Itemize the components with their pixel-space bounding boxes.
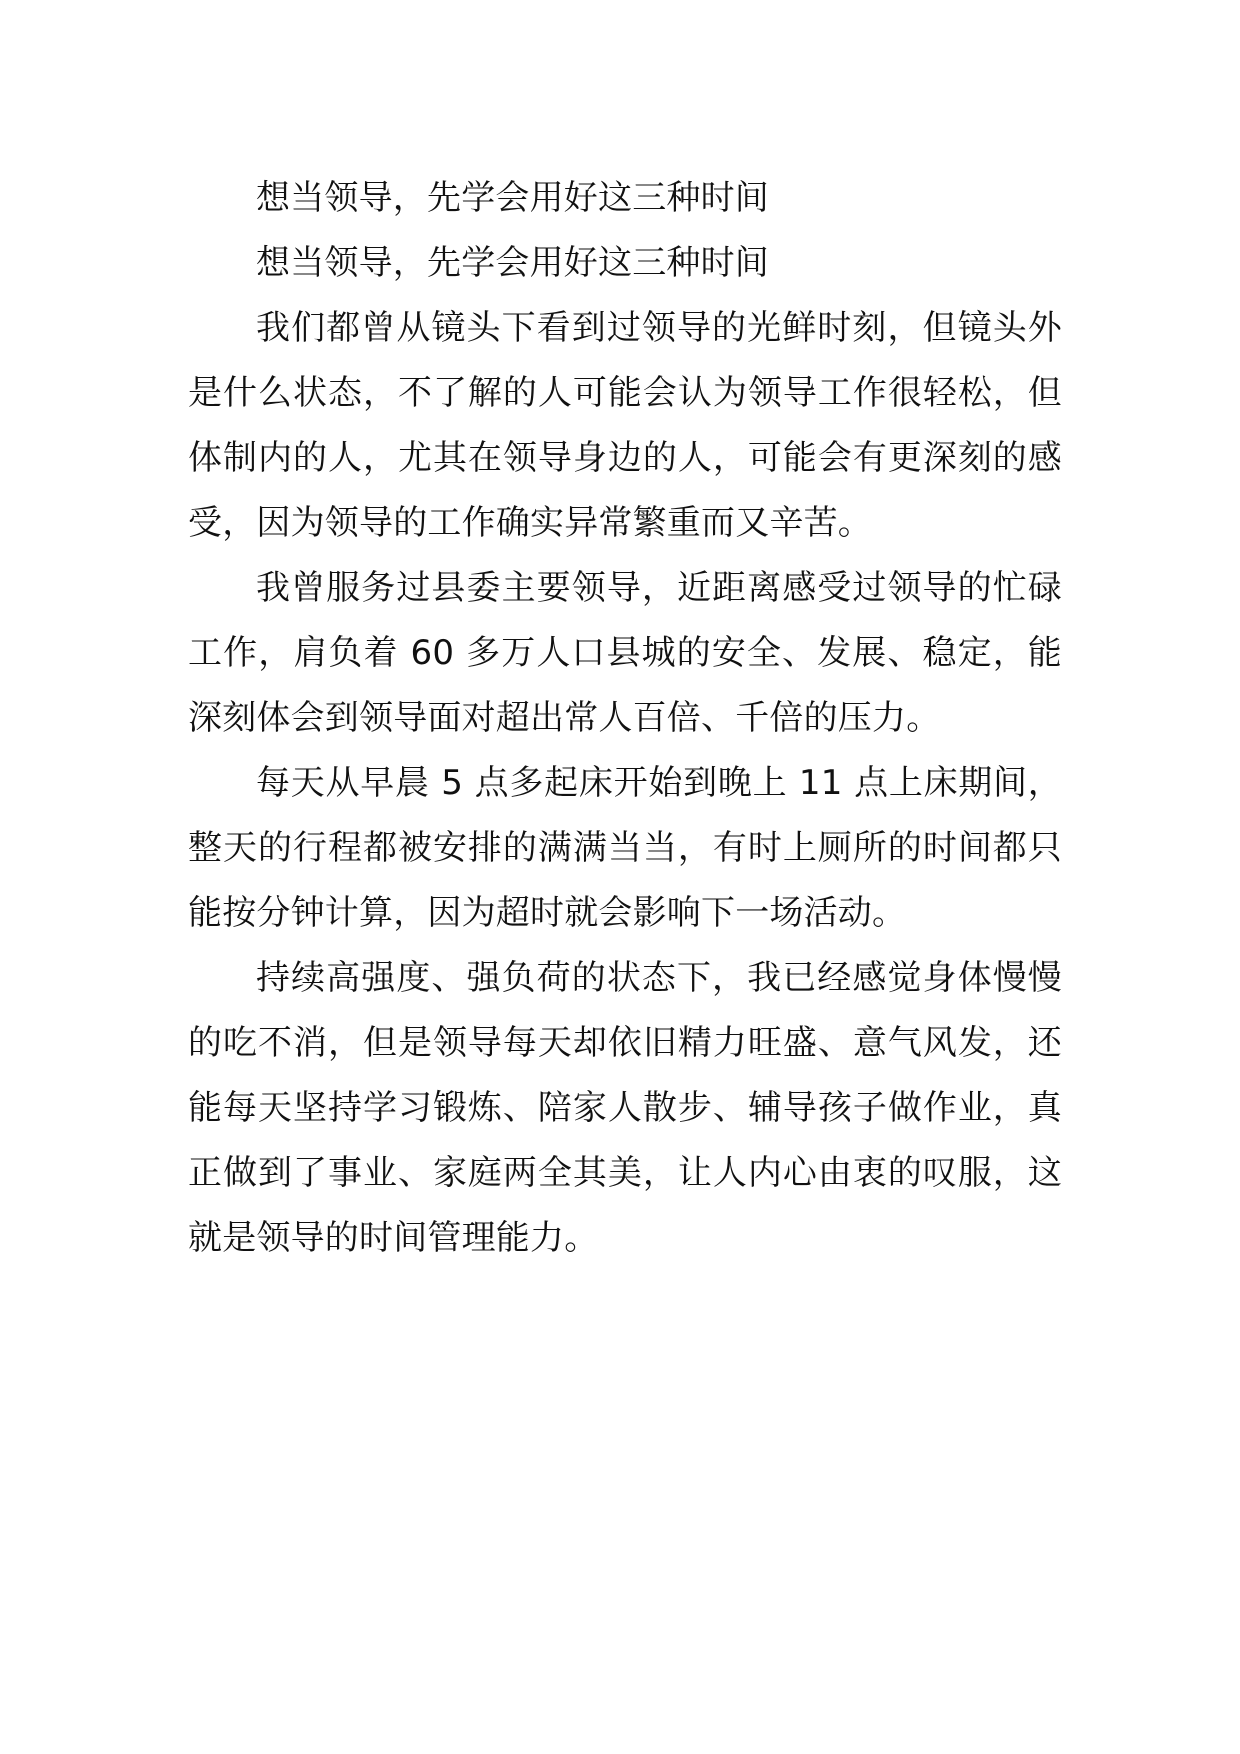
body-paragraph: 持续高强度、强负荷的状态下，我已经感觉身体慢慢的吃不消，但是领导每天却依旧精力旺盛、意气风发，还能每天坚持学习锻炼、陪家人散步、辅导孩子做作业，真正做到了事业、家庭两全其美，让人内心由衷的叹服，这就是领导的时间管理能力。 [188, 958, 1062, 1258]
title-line: 想当领导，先学会用好这三种时间 [256, 178, 769, 218]
title-line: 想当领导，先学会用好这三种时间 [256, 243, 769, 283]
document-body [188, 166, 1062, 1271]
body-paragraph: 我们都曾从镜头下看到过领导的光鲜时刻，但镜头外是什么状态，不了解的人可能会认为领导工作很轻松，但体制内的人，尤其在领导身边的人，可能会有更深刻的感受，因为领导的工作确实异常繁重而又辛苦。 [188, 308, 1062, 543]
body-paragraph: 每天从早晨 5 点多起床开始到晚上 11 点上床期间，整天的行程都被安排的满满当当，有时上厕所的时间都只能按分钟计算，因为超时就会影响下一场活动。 [188, 763, 1062, 933]
body-paragraph: 我曾服务过县委主要领导，近距离感受过领导的忙碌工作，肩负着 60 多万人口县城的安全、发展、稳定，能深刻体会到领导面对超出常人百倍、千倍的压力。 [188, 568, 1062, 738]
